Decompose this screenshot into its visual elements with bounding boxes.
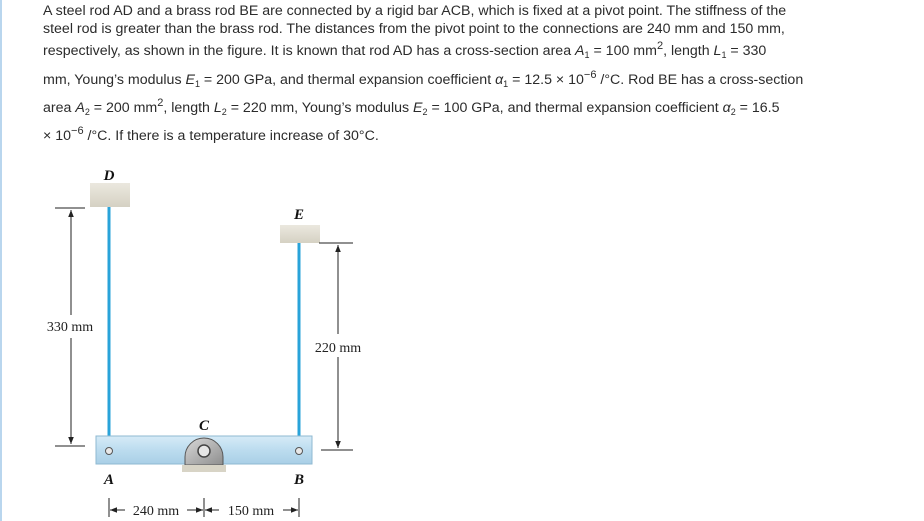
support-e [280, 225, 320, 243]
pin-b [296, 448, 303, 455]
label-c: C [198, 418, 210, 434]
problem-line-3: respectively, as shown in the figure. It is known that rod AD has a cross-section area $A_1 = 100$ $mm^2$, length $L_1 = 330$ [43, 40, 767, 60]
label-e: E [293, 207, 305, 223]
label-d: D [103, 168, 115, 184]
problem-line-5: area $A_2 = 200$ $mm^2$, length $L_2 = 220$ mm, Young’s modulus $E_2 = 100$ GPa, and thermal expansion coefficient $\alpha_2 = 16.5$ [43, 97, 780, 117]
dim-label-240: 240 mm [132, 504, 180, 519]
dim-label-150: 150 mm [227, 504, 275, 519]
support-d [90, 183, 130, 207]
dim-label-330: 330 mm [46, 320, 94, 335]
label-b: B [293, 472, 305, 488]
rod-bar-figure [35, 160, 365, 520]
dim-label-220: 220 mm [314, 341, 362, 356]
problem-line-4: mm, Young’s modulus $E_1 = 200$ GPa, and thermal expansion coefficient $\alpha_1 = 12.5 \times 10^{-6}$ /°C. Rod BE has a cross-section [43, 69, 804, 89]
problem-line-6: × $10^{-6}$ /°C. If there is a temperature increase of 30°C. [43, 125, 379, 144]
problem-line-1: A steel rod AD and a brass rod BE are connected by a rigid bar ACB, which is fixed at a pivot point. The stiffness of the [43, 3, 787, 19]
problem-line-2: steel rod is greater than the brass rod. The distances from the pivot point to the connections are 240 mm and 150 mm, [43, 21, 785, 37]
left-border [0, 0, 2, 521]
pin-a [106, 448, 113, 455]
label-a: A [103, 472, 115, 488]
